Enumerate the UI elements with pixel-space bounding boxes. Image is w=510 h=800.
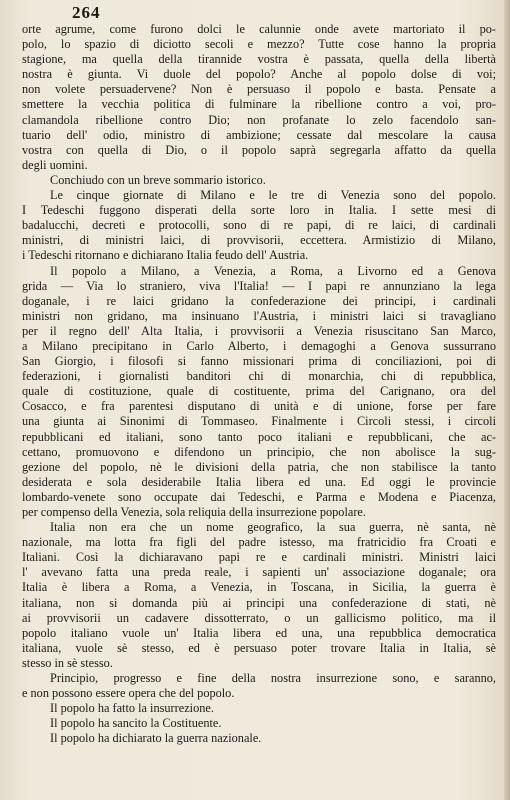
text-line: badalucchi, decreti e protocolli, sono di re papi, di re laici, di cardinali xyxy=(22,218,496,233)
text-line: I Tedeschi fuggono disperati della sorte loro in Italia. I sette mesi di xyxy=(22,203,496,218)
text-line: doganale, i re laici gridano la confederazione dei principi, i cardinali xyxy=(22,293,496,308)
text-line: stagione, ma quella della tirannide vostra è passata, quella della libertà xyxy=(22,52,496,67)
text-line: i Tedeschi ritornano e dichiarano Italia feudo dell' Austria. xyxy=(22,248,309,263)
text-line: Principio, progresso e fine della nostra insurrezione sono, e saranno, xyxy=(50,671,496,686)
text-line: italiana, non si domanda più ai principi una confederazione di stati, nè xyxy=(22,595,496,610)
text-line: Cosacco, e fra parentesi disputano di unità e di unione, forse per fare xyxy=(22,399,496,414)
text-line: l' avevano fatta una preda reale, i sapienti un' associazione doganale; ora xyxy=(22,565,496,580)
text-line: polo, lo spazio di diciotto secoli e mezzo? Tutte cose hanno la propria xyxy=(22,37,496,52)
text-line: grida — Via lo straniero, viva l'Italia! — I papi re annunziano la lega xyxy=(22,278,496,293)
text-line: ai provvisorii un cadavere dissotterrato, o un gallicismo politico, ma il xyxy=(22,610,496,625)
text-line: orte agrume, come furono dolci le calunnie onde avete martoriato il po- xyxy=(22,22,496,36)
paragraph-p1 xyxy=(22,22,496,173)
text-line: federazioni, i giornalisti banditori chi di monarchia, chi di repubblica, xyxy=(22,369,496,384)
text-line: Conchiudo con un breve sommario istorico. xyxy=(50,172,266,187)
text-line: Le cinque giornate di Milano e le tre di Venezia sono del popolo. xyxy=(50,188,496,203)
text-line: Il popolo ha sancito la Costituente. xyxy=(50,716,222,731)
text-body xyxy=(22,22,496,747)
text-line: smettere la vecchia politica di fulminare la ribellione contro a voi, pro- xyxy=(22,97,496,112)
text-line: ministri, di ministri laici, di provvisorii, eccettera. Armistizio di Milano, xyxy=(22,233,496,248)
text-line: Italia non era che un nome geografico, la sua guerra, nè santa, nè xyxy=(50,520,496,535)
text-line: per compenso della Venezia, sola reliquia della insurrezione popolare. xyxy=(22,505,366,519)
paragraph-p8 xyxy=(22,716,496,731)
text-line: tuario dell' odio, ministro di ambizione; cessate dal mescolare la causa xyxy=(22,127,496,142)
text-line: quale di costituzione, quale di costituente, prima del Carignano, ora del xyxy=(22,384,496,399)
text-line: popolo italiano vuole un' Italia libera ed una, una repubblica democratica xyxy=(22,625,496,640)
text-line: nazionale, ma lotta fra figli del padre istesso, ma fratricidio fra Croati e xyxy=(22,535,496,550)
text-line: degli uomini. xyxy=(22,157,88,172)
text-line: per il regno dell' Alta Italia, i provvisorii a Venezia risuscitano San Marco, xyxy=(22,323,496,338)
text-line: cettano, promuovono e difendono un principio, che non abolisce la sug- xyxy=(22,444,496,459)
text-line: italiana, vuole sè stesso, ed è persuaso poter trovare Italia in Italia, sè xyxy=(22,640,496,655)
paragraph-p6 xyxy=(22,671,496,701)
paragraph-p4 xyxy=(22,264,496,521)
text-line: Il popolo ha dichiarato la guerra nazionale. xyxy=(50,731,262,746)
text-line: Il popolo ha fatto la insurrezione. xyxy=(50,701,214,716)
page-number: 264 xyxy=(72,3,101,22)
text-line: e non possono essere opera che del popolo. xyxy=(22,686,235,701)
text-line: vostra con quella di Dio, o il popolo saprà segregarla affatto da quella xyxy=(22,142,496,157)
text-line: Italiani. Così la dichiaravano papi re e cardinali ministri. Ministri laici xyxy=(22,550,496,565)
text-line: una giunta ai Sinonimi di Tommaseo. Finalmente i Circoli stessi, i circoli xyxy=(22,414,496,429)
text-line: ministri non gridano, ma insinuano l'Austria, i ministri laici si travagliano xyxy=(22,308,496,323)
text-line: non volete persuadervene? Non è persuaso il popolo e basta. Pensate a xyxy=(22,82,496,97)
text-line: stesso in sè stesso. xyxy=(22,655,113,670)
paragraph-p9 xyxy=(22,731,496,746)
text-line: lombardo-venete sono occupate dai Tedeschi, e Parma e Modena e Piacenza, xyxy=(22,489,496,504)
text-line: San Giorgio, i filosofi si fanno missionari prima di conciliazioni, poi di xyxy=(22,354,496,369)
paragraph-p2 xyxy=(22,173,496,188)
text-line: gezione del popolo, nè le divisioni della patria, che non stabilisce la tanto xyxy=(22,459,496,474)
paragraph-p7 xyxy=(22,701,496,716)
page-edge-shadow xyxy=(504,0,510,800)
text-line: Il popolo a Milano, a Venezia, a Roma, a Livorno ed a Genova xyxy=(50,263,496,278)
text-line: nostra è giunta. Vi duole del popolo? Anche al popolo dolse di voi; xyxy=(22,67,496,82)
text-line: clamandola ribellione contro Dio; non profanate lo zelo facendolo san- xyxy=(22,112,496,127)
text-line: Italia è libera a Roma, a Venezia, in Toscana, in Sicilia, la guerra è xyxy=(22,580,496,595)
text-line: repubblicani ed italiani, sono tanto poco italiani e repubblicani, che ac- xyxy=(22,429,496,444)
text-line: desiderata e sola desiderabile Italia libera ed una. Ed oggi le provincie xyxy=(22,474,496,489)
paragraph-p5 xyxy=(22,520,496,671)
paragraph-p3 xyxy=(22,188,496,263)
text-line: a Milano precipitano in Carlo Alberto, i demagoghi a Genova sussurrano xyxy=(22,338,496,353)
